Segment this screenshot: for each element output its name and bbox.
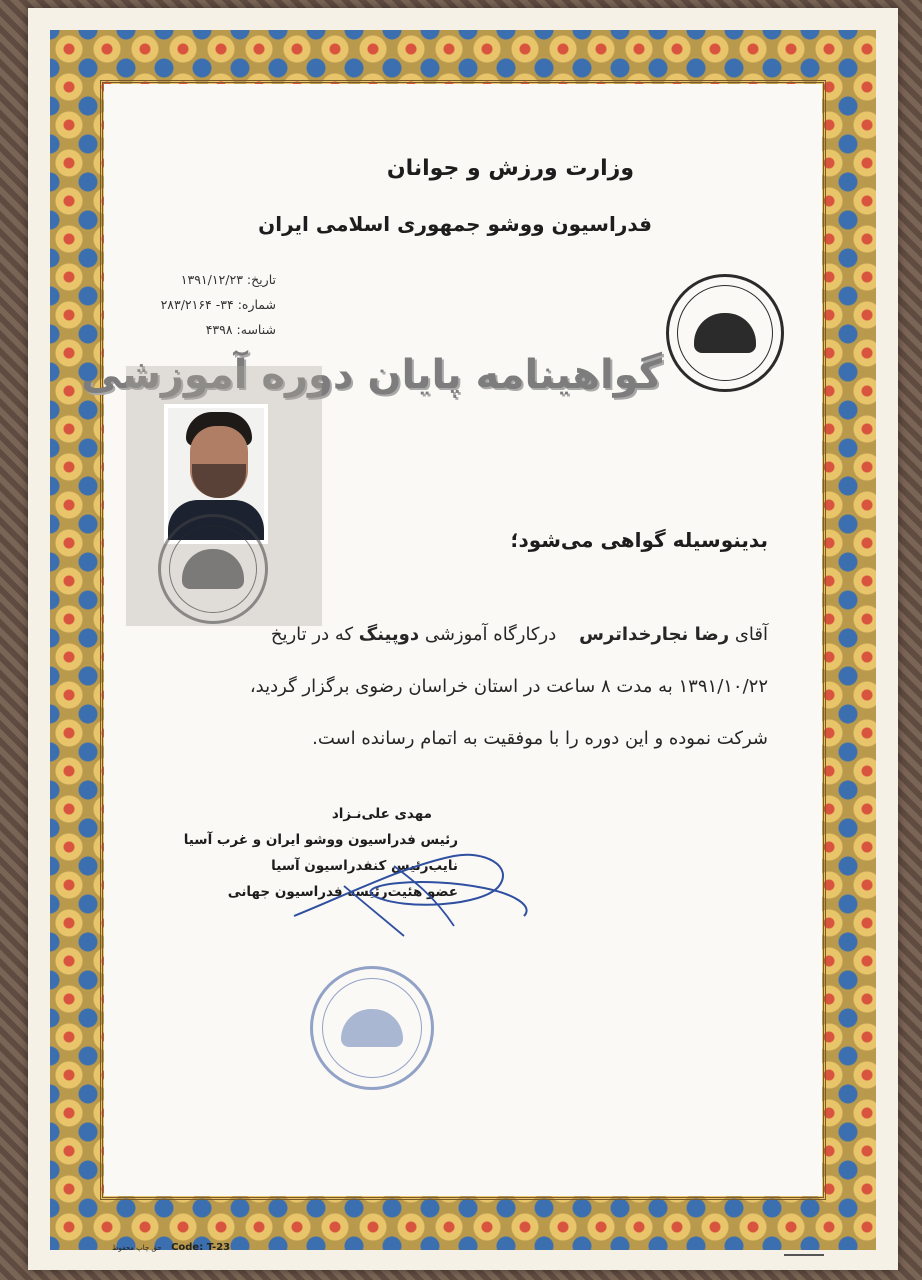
- date-label: تاریخ:: [246, 272, 276, 287]
- federation-logo-seal: [666, 274, 784, 392]
- code-label: Code: T-23: [171, 1242, 231, 1253]
- handwritten-signature: [284, 826, 544, 946]
- date-row: [158, 272, 276, 287]
- signatory-title-2: نایب‌رئیس کنفدراسیون آسیا: [271, 858, 458, 874]
- signatory-name: مهدی علی‌نـزاد: [331, 806, 432, 822]
- body-line-1: [271, 624, 768, 645]
- photo-stamp-seal: [158, 514, 268, 624]
- seal-ring: [677, 285, 773, 381]
- printer-mark: [784, 1242, 824, 1256]
- body-line-3: شرکت نموده و این دوره را با موفقیت به اتمام رسانده است.: [312, 728, 768, 749]
- form-code: [112, 1242, 230, 1253]
- seal-ring: [169, 525, 257, 613]
- signatory-title-3: عضو هئیت‌رئیسه فدراسیون جهانی: [227, 884, 458, 900]
- id-label: شناسه:: [236, 322, 276, 337]
- number-label: شماره:: [237, 297, 276, 312]
- body-line-2: ۱۳۹۱/۱۰/۲۲ به مدت ۸ ساعت در استان خراسان رضوی برگزار گردید،: [249, 676, 768, 697]
- certificate-content: [81, 84, 822, 1196]
- federation-heading: فدراسیون ووشو جمهوری اسلامی ایران: [258, 212, 652, 236]
- copyright-note: حق چاپ محفوظ: [112, 1244, 162, 1252]
- salutation: آقای: [734, 624, 768, 645]
- date-prefix-text: که در تاریخ: [270, 624, 354, 645]
- workshop-text: درکارگاه آموزشی: [424, 624, 557, 645]
- workshop-topic: دوپینگ: [358, 624, 420, 645]
- ministry-heading: وزارت ورزش و جوانان: [386, 156, 634, 181]
- seal-ring: [322, 978, 422, 1078]
- id-row: [158, 322, 276, 337]
- certificate-paper: [28, 8, 898, 1270]
- recipient-name: رضا نجارخداترس: [579, 624, 730, 645]
- certificate-title: گواهینامه پایان دوره آموزشی: [81, 352, 662, 398]
- signatory-title-1: رئیس فدراسیون ووشو ایران و غرب آسیا: [183, 832, 458, 848]
- certificate-intro: بدینوسیله گواهی می‌شود؛: [510, 528, 768, 552]
- number-row: [158, 297, 276, 312]
- number-value: ۳۴- ۲۸۳/۲۱۶۴: [160, 297, 234, 312]
- official-blue-stamp: [310, 966, 434, 1090]
- date-value: ۱۳۹۱/۱۲/۲۳: [180, 272, 243, 287]
- id-value: ۴۳۹۸: [205, 322, 233, 337]
